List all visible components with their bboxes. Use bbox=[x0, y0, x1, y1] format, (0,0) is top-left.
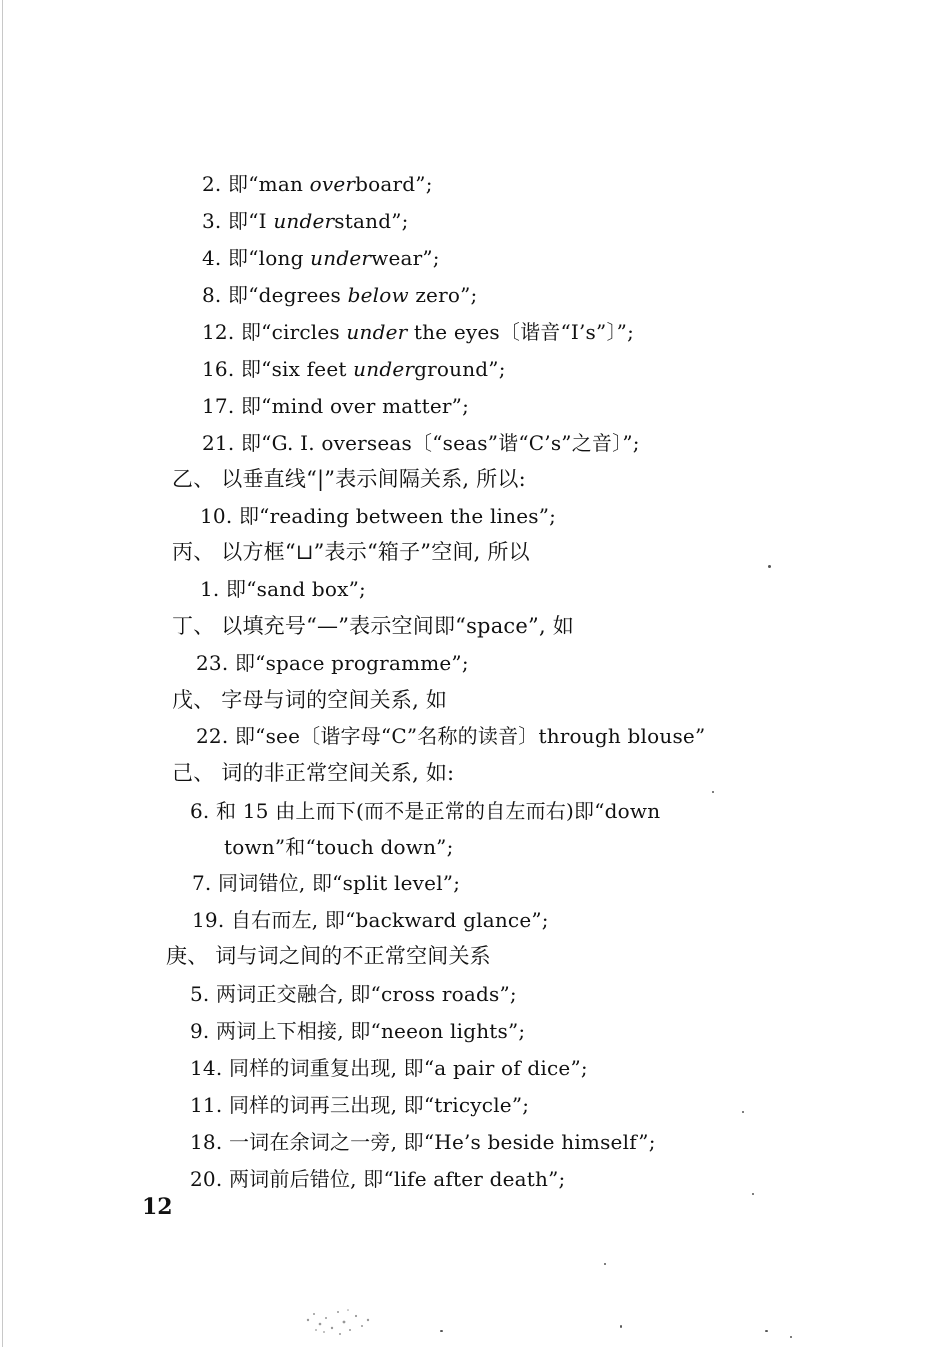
scan-speck bbox=[620, 1325, 622, 1328]
section-heading-ding: 丁、 以填充号“—”表示空间即“space”, 如 bbox=[172, 614, 574, 638]
answer-line-14: 14. 同样的词重复出现, 即“a pair of dice”; bbox=[190, 1056, 588, 1080]
answer-line-5: 5. 两词正交融合, 即“cross roads”; bbox=[190, 982, 517, 1006]
scan-speck bbox=[712, 791, 714, 793]
answer-line-22: 22. 即“see〔谐字母“C”名称的读音〕through blouse” bbox=[196, 724, 706, 748]
answer-line-21: 21. 即“G. I. overseas〔“seas”谐“C’s”之音〕”; bbox=[202, 431, 640, 455]
scan-speck bbox=[604, 1263, 606, 1265]
answer-line-19: 19. 自右而左, 即“backward glance”; bbox=[192, 908, 549, 932]
answer-line-2: 2. 即“man overboard”; bbox=[202, 172, 433, 196]
answer-line-6-15: 6. 和 15 由上而下(而不是正常的自左而右)即“down bbox=[190, 799, 661, 823]
answer-line-8: 8. 即“degrees below zero”; bbox=[202, 283, 478, 307]
scan-speck bbox=[752, 1193, 754, 1195]
answer-line-10: 10. 即“reading between the lines”; bbox=[200, 504, 557, 528]
answer-line-23: 23. 即“space programme”; bbox=[196, 651, 469, 675]
answer-line-20: 20. 两词前后错位, 即“life after death”; bbox=[190, 1167, 566, 1191]
scan-speck bbox=[742, 1111, 744, 1113]
scan-speck bbox=[765, 1330, 768, 1332]
answer-line-12: 12. 即“circles under the eyes〔谐音“I’s”〕”; bbox=[202, 320, 635, 344]
section-heading-ji: 己、 词的非正常空间关系, 如: bbox=[172, 761, 455, 785]
answer-line-1: 1. 即“sand box”; bbox=[200, 577, 366, 601]
page-number: 12 bbox=[142, 1194, 173, 1220]
answer-line-16: 16. 即“six feet underground”; bbox=[202, 357, 506, 381]
section-heading-geng: 庚、 词与词之间的不正常空间关系 bbox=[166, 944, 491, 968]
answer-line-18: 18. 一词在余词之一旁, 即“He’s beside himself”; bbox=[190, 1130, 656, 1154]
answer-line-17: 17. 即“mind over matter”; bbox=[202, 394, 470, 418]
section-heading-yi: 乙、 以垂直线“|”表示间隔关系, 所以: bbox=[172, 467, 526, 491]
scan-smudge bbox=[300, 1300, 380, 1340]
section-heading-bing: 丙、 以方框“⊔”表示“箱子”空间, 所以 bbox=[172, 540, 530, 564]
page-edge-line bbox=[2, 0, 3, 1347]
answer-line-9: 9. 两词上下相接, 即“neeon lights”; bbox=[190, 1019, 526, 1043]
answer-line-7: 7. 同词错位, 即“split level”; bbox=[192, 871, 461, 895]
answer-line-3: 3. 即“I understand”; bbox=[202, 209, 409, 233]
scan-speck bbox=[440, 1330, 443, 1332]
answer-line-6-15-cont: town”和“touch down”; bbox=[224, 835, 454, 859]
scan-speck bbox=[768, 565, 771, 568]
scan-speck bbox=[790, 1336, 792, 1338]
section-heading-wu: 戊、 字母与词的空间关系, 如 bbox=[172, 688, 448, 712]
answer-line-4: 4. 即“long underwear”; bbox=[202, 246, 440, 270]
answer-line-11: 11. 同样的词再三出现, 即“tricycle”; bbox=[190, 1093, 530, 1117]
